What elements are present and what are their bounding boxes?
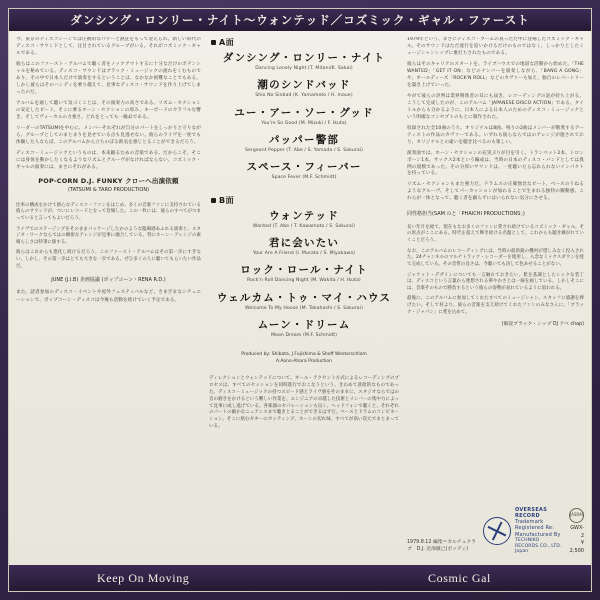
production-company-line: 同性格担当(SAM のと「PHAICHI PRODUCTIONS」) (407, 211, 525, 218)
track-title-en: Welcome To My House (M. Takahashi / S. Sakurai) (245, 305, 363, 311)
jasrac-icon: JASRAC (569, 508, 584, 523)
track-title-jp: 君に会いたい (268, 236, 340, 249)
right-paragraph: リズム・セクションもまた強力だ。ドラムスの正確無比なビート、ベースのうねるようなグルーヴ、そしてパーカッションが加わることで生まれる独特の躍動感。これらが一体となって、聴く者を踊らずにはいられない気分にさせる。 (407, 182, 584, 202)
label-name: OVERSEAS RECORD (514, 506, 548, 519)
right-paragraph: なお、このアルバムのレコーディングには、当時の最新鋭の機材が惜しみなく投入された。24チャンネルのマルチトラック・レコーダーを使用し、入念なミックスダウンを経て完成している。その音質の良さは、今聴いても決して色あせることがない。 (407, 248, 584, 267)
left-text-column (16, 37, 201, 561)
left-paragraph: 彼らはこのファースト・アルバムで聴く者をノックアウトするに十分なだけのポテンシャルを秘めている。ディスコ・サウンドはブラック・ミュージックの流れをくむものであり、その中で日本人だけで演奏をするということは、なかなか困難なことでもある。しかし彼らはそのハンディを乗り越えて、見事なディスコ・サウンドを作り上げてしまったのだ。 (16, 61, 201, 95)
left-paragraph: 比率の構成をかけて熱心なディスコ・ファンをはじめ、多くの音楽ファンに支持されている彼らのサウンドが、ついにレコードとなって登場した。この一枚には、彼らのすべてがつまっていると言ってもよいだろう。 (16, 202, 201, 221)
left-paragraph: 彼らはこれからも進化し続けるだろう。このファースト・アルバムはその第一歩にすぎない。しかし、その第一歩はとても大きな一歩である。ぜひ多くの人に聴いてもらいたい作品だ。 (16, 250, 201, 269)
producer-line: Produced by: Shibata, J.Fujishima & Shoff Westerschlom (241, 352, 367, 358)
side-a-heading (211, 37, 399, 48)
right-paragraph-block-2 (407, 225, 584, 316)
overseas-record-logo-icon (483, 517, 511, 545)
track-title-en: Shio No Sinbad (K. Yamamoto / H. Inoue) (255, 93, 353, 99)
track-item (209, 107, 399, 127)
square-bullet-icon (211, 198, 216, 203)
track-title-en: Your Are A Friend (I. Murata / S. Miyakawa) (252, 251, 356, 256)
production-line: A.Aono-Ahara Production (275, 358, 333, 364)
issue-credit-line: 1979.8.12 編集＝カルチュクラブ D.J. 近澤徹己(ボッディ) (407, 540, 476, 552)
liner-notes-signature: (解説ブラック・シップ DJ アベ chap) (501, 322, 584, 328)
popcorn-title: POP-CORN D.J. FUNKY クローへ出演依頼 (38, 177, 179, 186)
track-item (209, 319, 399, 339)
track-title-jp: ムーン・ドリーム (257, 318, 351, 331)
track-title-jp: スペース・フィーバー (246, 161, 362, 174)
right-paragraph: 最後に、このアルバムに参加してくれたすべてのミュージシャン、スタッフに感謝を捧げたい。そして何より、彼らの音楽を支え続けてくれたファンのみなさんに。「ブラック・ジャパン」に愛を込めて。 (407, 296, 584, 315)
right-paragraph: 彼らはそのキャリアのスタートを、ライブハウスでの地道な活動から始めた。「THE WANTED」「GET IT ON」などのナンバーを演奏しながら、「BANG A GONG」や、オールディーズ「ROCK'N ROLL」などのカヴァーも加え、独自のレパートリーを築き上げていった。 (407, 61, 584, 88)
track-item (209, 79, 399, 99)
track-title-en: Space Fever (M.F. Schmidt) (271, 175, 337, 181)
liner-notes-page (8, 8, 592, 592)
right-paragraph: ジャケット・デザインについても一言触れておきたい。紫を基調としたシックな装丁は、ディスコという言葉から連想される華やかさとは一線を画している。しかしそこには、音楽そのもので勝負するという彼らの姿勢が表れているように思われる。 (407, 272, 584, 291)
right-paragraph: 1979年という、まさにディスコ・ブームの真っただ中に登場したコズミック・ギャル。そのサウンドはただ流行を追いかけるだけのものではなく、しっかりとしたミュージシャンシップに裏打ちされたものである。 (407, 37, 584, 56)
left-paragraph-block-2 (16, 203, 201, 270)
track-title-en: Sergeant Pepper (T. Abe / S. Yamada / S. Sakurai) (244, 148, 364, 154)
track-title-jp: パッパー警部 (268, 133, 340, 146)
track-item (209, 292, 399, 312)
liner-notes-body (9, 31, 591, 565)
left-paragraph: 今、東京のディスコシーンでは圧倒的なパワーと熱狂をもって迎えられ、新しい時代のディスコ・サウンドとして、注目されているグループがいる。それがコズミック・ギャルである。 (16, 37, 201, 56)
side-a-label: A面 (219, 38, 235, 47)
track-item (209, 161, 399, 181)
track-title-jp: ウォンテッド (269, 209, 339, 222)
recording-note: ディレクションとウォンテッドについて、オール・アクセント方式によるレコーディングのプロセスは、すべてのセッションを同時進行でおこなうという、きわめて意欲的なものであった。ディスコ・ミュージックの持つスピード感とライヴ感をそのままに、スタジオならではの音の磨きをかけるという難しい作業を、エンジニアの卓越した技術とメンバーの集中力によって見事に成し遂げている。各楽器のセパレーションも良く、ヘッドフォンで聴くと、それぞれのパートの細かなニュアンスまで聴きとることができるはずだ。ベースとドラムのコンビネーション、そこに絡むギターのカッティング、ホーンの切れ味、すべてが高い次元でまとまっている。 (209, 375, 399, 430)
production-credits (209, 352, 399, 366)
track-title-en: Rock'n Roll Dancing Night (M. Wakita / H. Ikuta) (247, 278, 361, 284)
track-item (209, 134, 399, 154)
track-item (209, 264, 399, 284)
track-title-jp: ダンシング・ロンリー・ナイト (222, 52, 386, 64)
side-b-heading (211, 195, 399, 206)
album-title-band (9, 9, 591, 31)
bottom-caption-band (9, 565, 591, 591)
label-trademark-line: Trademark Registered Re: Manufactured By (514, 519, 561, 538)
bottom-right-caption: Cosmic Gal (428, 570, 491, 585)
left-credit-line: JUNE (J.I.B) 企画協議 (ポップコーン・RENA R.D.) (51, 277, 166, 284)
label-footer-block (407, 507, 584, 555)
list-price: ¥ 2,500 (569, 540, 584, 554)
label-company-line: TECHNIKO RECORDS CO., LTD. Japan (514, 537, 562, 555)
right-paragraph: 長い年月を経て、現在もなお多くのファンに愛され続けているコズミック・ギャル。その原点がここにある。時代を超えて輝き続ける名盤として、これからも聴き継がれていくことだろう。 (407, 224, 584, 244)
track-title-en: Dancing Lonely Night (T. Mitani/K. Sakai) (255, 66, 353, 72)
record-label-logo (483, 507, 563, 555)
left-paragraph: ディスコ・ミュージックというものは、本来踊るための音楽である。だからこそ、そこには身体を動かしたくなるようなリズムとグルーヴがなければならない。コズミック・ギャルの演奏には、まさにそれがある。 (16, 150, 201, 170)
popcorn-subtitle: (TATSUMI & TARO PRODUCTION) (67, 187, 150, 194)
track-item (209, 210, 399, 230)
track-title-jp: ウェルカム・トゥ・マイ・ハウス (216, 291, 392, 304)
right-paragraph: 演奏面では、ホーン・セクションの充実ぶりが目を引く。トランペット2本、トロンボーン1本、サックス2本という編成は、当時の日本のディスコ・バンドとしては異例の規模であった。その分厚いサウンドは、一度聴いたら忘れられないインパクトを持っている。 (407, 150, 584, 177)
left-paragraph: リーダーのTATSUMIを中心に、メンバーそれぞれが自分のパートをしっかりと守りながら、グループとしてのまとまりを見せている点も見逃せない。彼らのライヴを一度でも体験した人ならば、このアルバムから立ちのぼる熱気を感じとることができるだろう。 (16, 125, 201, 145)
popcorn-credit-block (16, 177, 201, 194)
track-title-en: Moon Dream (M.F. Schmidt) (270, 332, 337, 338)
track-item (209, 237, 399, 257)
right-text-column (407, 37, 584, 561)
left-paragraph: ライヴでのステージングをそのままパッケージしたかのような臨場感あふれる演奏と、スタジオ・ワークならではの緻密なアレンジが見事に融合している。特にホーン・アレンジの素晴らしさは特筆に値する。 (16, 226, 201, 245)
left-paragraph-block (16, 37, 201, 171)
track-title-jp: ロック・ロール・ナイト (240, 264, 368, 277)
track-title-jp: ユー・アー・ソー・グッド (234, 106, 374, 119)
right-paragraph-block (407, 37, 584, 203)
left-paragraph: アルバムを通して聴いて気づくことは、その演奏力の高さである。リズム・セクションの安定したビート、そこに乗るホーン・セクションの厚み、キーボードのカラフルな響き、そしてヴォーカルの力強さ。どれをとっても一級品である。 (16, 100, 201, 120)
right-paragraph: やがて彼らの評判は業界関係者の耳にも届き、レコーディングの話が持ち上がる。こうして完成したのが、このアルバム「JAPANESE DISCO ACTION」である。タイトルからも分かるように、日本人による日本人のためのディスコ・ミュージックという明確なコンセプトのもとに制作された。 (407, 93, 584, 120)
album-title: ダンシング・ロンリー・ナイト～ウォンテッド／コズミック・ギャル・ファースト (70, 13, 530, 27)
track-title-en: Wanted (T. Abe / T. Kawamoto / S. Sakurai) (252, 223, 356, 229)
bottom-left-caption: Keep On Moving (97, 570, 190, 585)
left-footnote: また、読者参加のディスコ・イベントや屋外フェスティバルなど、さまざまなシチュエーションで、ポップコーン・ディスコは今後も活動を続けていく予定である。 (16, 290, 201, 303)
tracklist-column (209, 37, 399, 561)
price-block (569, 508, 584, 555)
track-title-en: You're So Good (M. Mizuki / F. Ikuta) (261, 120, 347, 126)
side-b-label: B面 (219, 195, 235, 205)
track-title-jp: 潮のシンドバッド (257, 79, 351, 92)
catalog-number: GWX-2 (570, 525, 584, 539)
square-bullet-icon (211, 40, 216, 45)
track-item (209, 52, 399, 72)
right-paragraph: 収録された全10曲のうち、オリジナルは8曲。残りの2曲はメンバーが敬愛するアーティストの作品のカヴァーである。いずれも彼らならではのアレンジが施されており、オリジナルとの違いを聴き比べるのも楽しい。 (407, 125, 584, 145)
